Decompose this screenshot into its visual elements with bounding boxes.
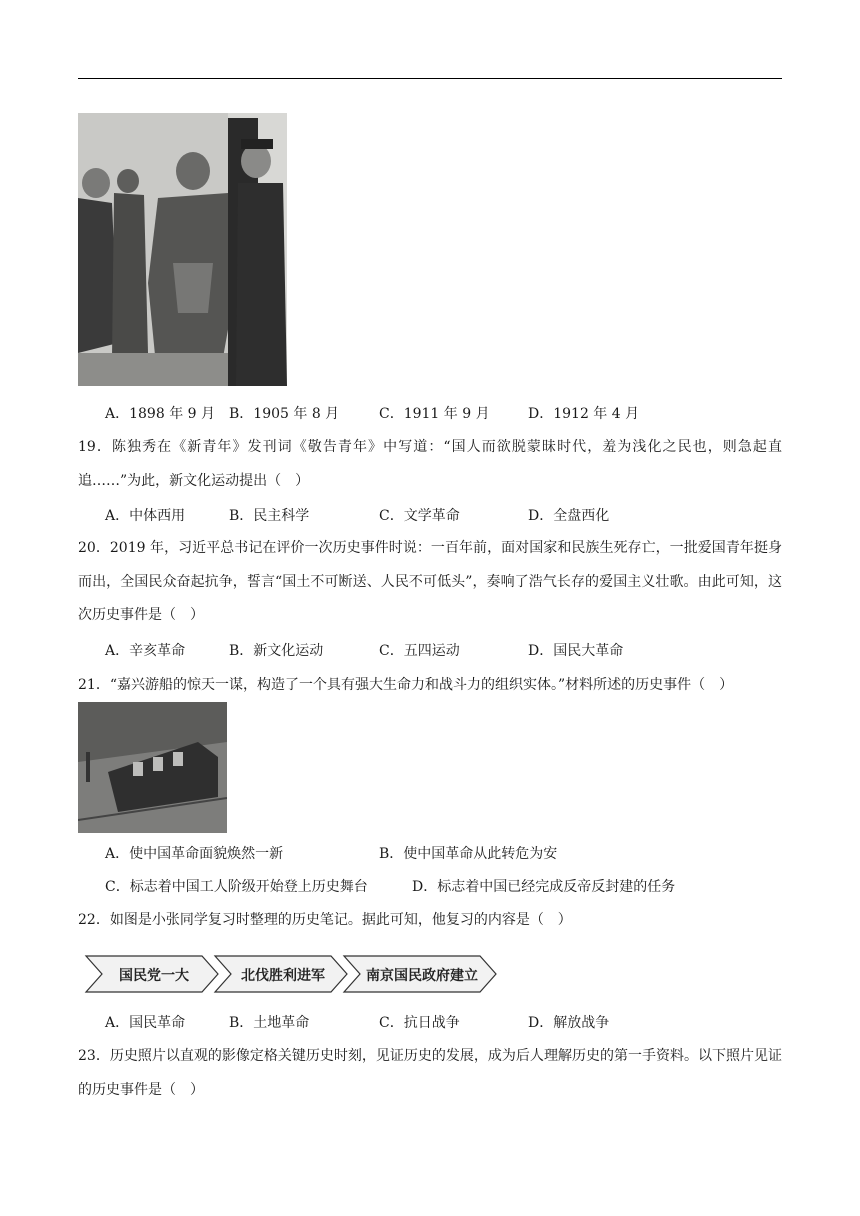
flow-step-1: 国民党一大 bbox=[119, 967, 189, 983]
q21-option-c[interactable]: C．标志着中国工人阶级开始登上历史舞台 bbox=[105, 879, 368, 895]
q19-option-b[interactable]: B．民主科学 bbox=[229, 508, 310, 524]
header-rule bbox=[78, 78, 782, 79]
q22-option-c[interactable]: C．抗日战争 bbox=[379, 1015, 460, 1031]
q19-option-d[interactable]: D．全盘西化 bbox=[528, 508, 610, 524]
q20-stem: 20．2019 年，习近平总书记在评价一次历史事件时说：一百年前，面对国家和民族生死存亡，一批爱国青年挺身而出，全国民众奋起抗争，誓言“国土不可断送、人民不可低头”，奏响了浩气长存的爱国主义壮歌。由此可知，这次历史事件是（ ） bbox=[78, 540, 782, 623]
q22-option-a[interactable]: A．国民革命 bbox=[105, 1015, 186, 1031]
train-photo bbox=[78, 702, 227, 833]
q18-option-a[interactable]: A．1898 年 9 月 bbox=[105, 406, 215, 422]
q20-option-b[interactable]: B．新文化运动 bbox=[229, 643, 324, 659]
q21-option-d[interactable]: D．标志着中国已经完成反帝反封建的任务 bbox=[412, 879, 676, 895]
flow-step-2: 北伐胜利进军 bbox=[241, 967, 325, 983]
q19-option-c[interactable]: C．文学革命 bbox=[379, 508, 460, 524]
q18-option-d[interactable]: D．1912 年 4 月 bbox=[528, 406, 640, 422]
q21-option-a[interactable]: A．使中国革命面貌焕然一新 bbox=[105, 846, 284, 862]
q18-option-c[interactable]: C．1911 年 9 月 bbox=[379, 406, 490, 422]
q20-option-c[interactable]: C．五四运动 bbox=[379, 643, 460, 659]
flow-step-3: 南京国民政府建立 bbox=[366, 967, 478, 983]
q22-option-d[interactable]: D．解放战争 bbox=[528, 1015, 610, 1031]
q21-stem: 21．“嘉兴游船的惊天一谋，构造了一个具有强大生命力和战斗力的组织实体。”材料所述的历史事件（ ） bbox=[78, 677, 734, 693]
q19-option-a[interactable]: A．中体西用 bbox=[105, 508, 186, 524]
q22-stem: 22．如图是小张同学复习时整理的历史笔记。据此可知，他复习的内容是（ ） bbox=[78, 912, 572, 928]
q20-option-d[interactable]: D．国民大革命 bbox=[528, 643, 624, 659]
q21-option-b[interactable]: B．使中国革命从此转危为安 bbox=[379, 846, 558, 862]
q18-option-b[interactable]: B．1905 年 8 月 bbox=[229, 406, 340, 422]
q23-stem: 23．历史照片以直观的影像定格关键历史时刻，见证历史的发展，成为后人理解历史的第一手资料。以下照片见证的历史事件是（ ） bbox=[78, 1048, 782, 1098]
q19-stem: 19．陈独秀在《新青年》发刊词《敬告青年》中写道：“国人而欲脱蒙昧时代，羞为浅化之民也，则急起直追……”为此，新文化运动提出（ ） bbox=[78, 439, 782, 489]
q22-flow-diagram bbox=[78, 954, 498, 994]
historical-photo bbox=[78, 113, 287, 386]
q20-option-a[interactable]: A．辛亥革命 bbox=[105, 643, 186, 659]
q22-option-b[interactable]: B．土地革命 bbox=[229, 1015, 310, 1031]
